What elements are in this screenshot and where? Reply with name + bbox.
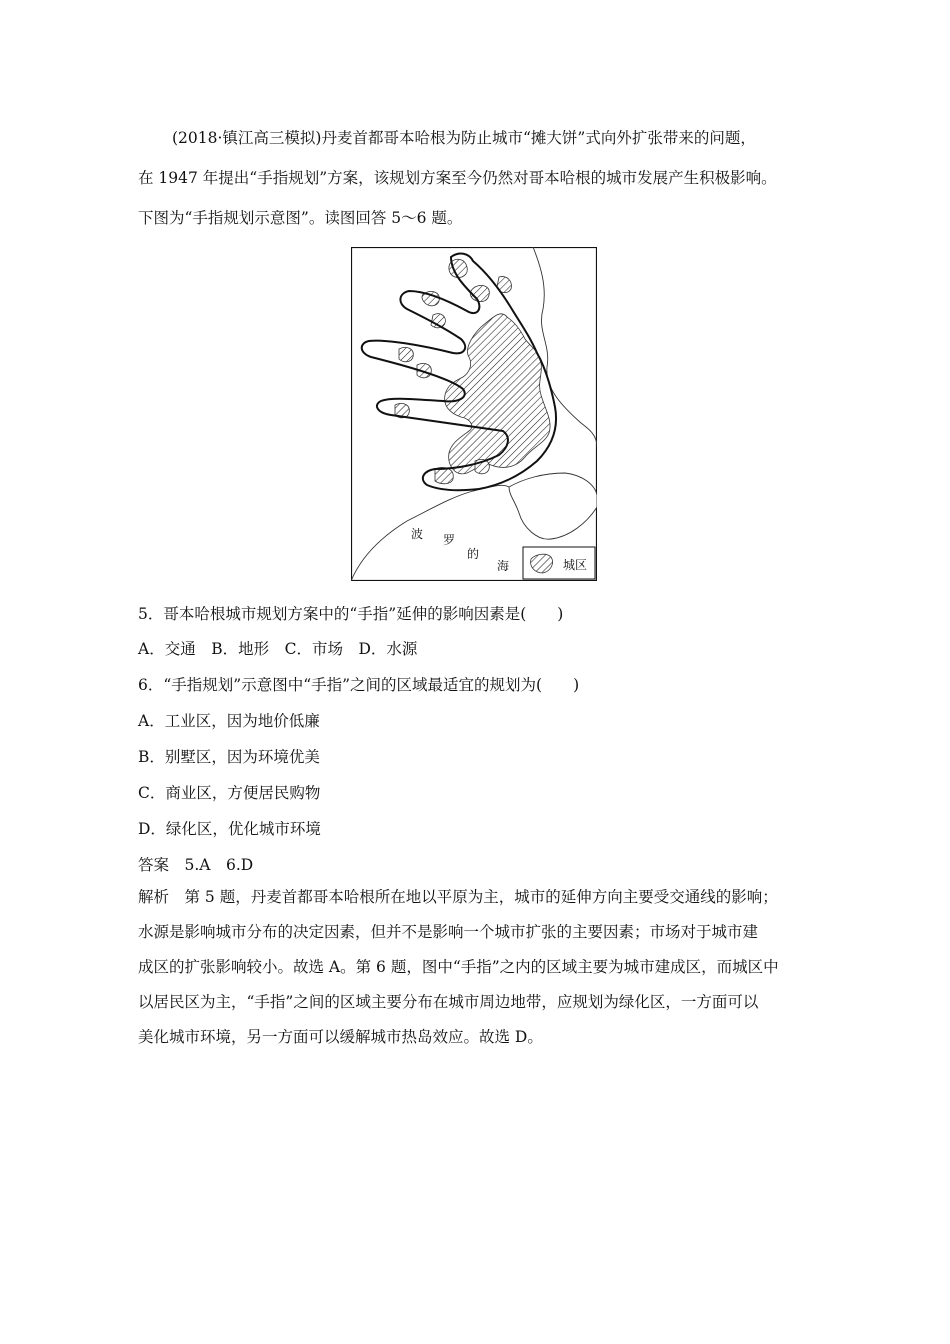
analysis-line: 美化城市环境，另一方面可以缓解城市热岛效应。故选 D。 <box>138 1028 543 1046</box>
sea-label-2: 罗 <box>443 533 456 547</box>
city-patch <box>399 347 413 361</box>
analysis-line: 以居民区为主，“手指”之间的区域主要分布在城市周边地带，应规划为绿化区，一方面可以 <box>138 993 759 1011</box>
question-6-stem: 6．“手指规划”示意图中“手指”之间的区域最适宜的规划为( ) <box>138 676 580 694</box>
question-6-option-a: A．工业区，因为地价低廉 <box>138 712 320 730</box>
sea-label-1: 波 <box>411 527 424 541</box>
intro-line: (2018·镇江高三模拟)丹麦首都哥本哈根为防止城市“摊大饼”式向外扩张带来的问题， <box>172 129 756 147</box>
question-5-options: A．交通 B．地形 C．市场 D．水源 <box>138 640 418 658</box>
question-6-option-b: B．别墅区，因为环境优美 <box>138 748 320 766</box>
legend-label: 城区 <box>563 558 588 572</box>
question-6-option-d: D．绿化区，优化城市环境 <box>138 820 321 838</box>
finger-plan-map <box>351 247 597 581</box>
analysis-line: 成区的扩张影响较小。故选 A。第 6 题，图中“手指”之内的区域主要为城市建成区，而城区中 <box>138 958 779 976</box>
intro-line: 下图为“手指规划示意图”。读图回答 5～6 题。 <box>138 209 463 227</box>
map-svg <box>351 247 597 581</box>
analysis-line: 水源是影响城市分布的决定因素，但并不是影响一个城市扩张的主要因素；市场对于城市建 <box>138 923 759 941</box>
question-6-option-c: C．商业区，方便居民购物 <box>138 784 321 802</box>
intro-paragraph <box>138 118 828 238</box>
analysis-paragraph <box>138 880 828 1055</box>
answer-line: 答案 5.A 6.D <box>138 856 254 874</box>
sea-label-3: 的 <box>467 547 480 561</box>
analysis-line: 解析 第 5 题，丹麦首都哥本哈根所在地以平原为主，城市的延伸方向主要受交通线的影响； <box>138 888 778 906</box>
question-5-stem: 5．哥本哈根城市规划方案中的“手指”延伸的影响因素是( ) <box>138 605 564 623</box>
intro-line: 在 1947 年提出“手指规划”方案，该规划方案至今仍然对哥本哈根的城市发展产生积极影响。 <box>138 169 777 187</box>
sea-label-4: 海 <box>497 559 510 573</box>
